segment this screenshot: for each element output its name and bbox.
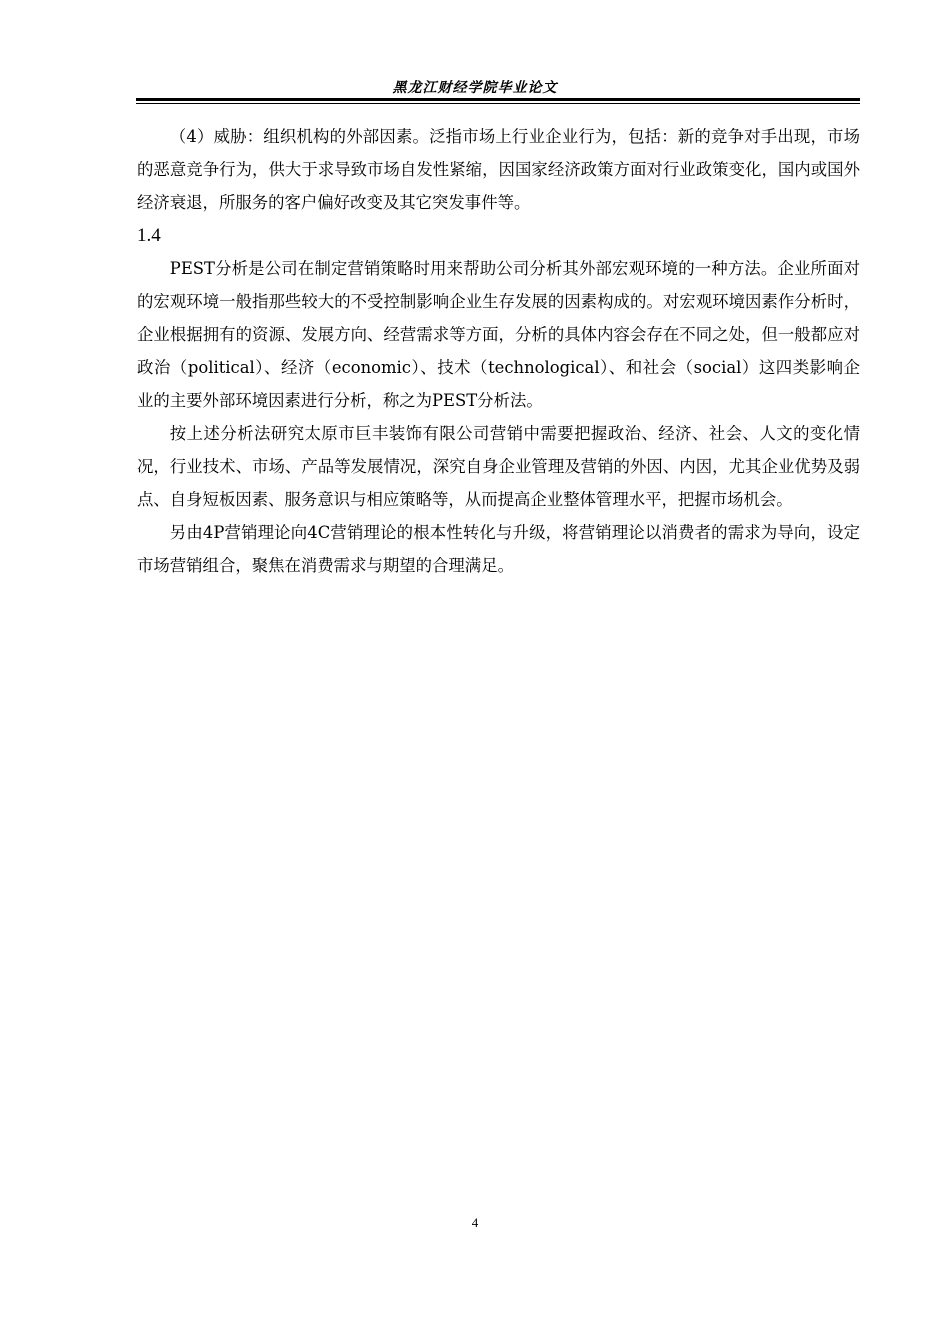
running-header-title: 黑龙江财经学院毕业论文 xyxy=(392,80,558,96)
header-rule-thick xyxy=(136,98,860,101)
paragraph-threat: （4）威胁：组织机构的外部因素。泛指市场上行业企业行为，包括：新的竞争对手出现，市场的恶意竞争行为，供大于求导致市场自发性紧缩，因国家经济政策方面对行业政策变化，国内或国外经济衰退，所服务的客户偏好改变及其它突发事件等。 xyxy=(137,127,860,212)
header-rule-thin xyxy=(136,103,860,104)
section-heading: 1.4 xyxy=(137,225,161,246)
paragraph-company-analysis: 按上述分析法研究太原市巨丰装饰有限公司营销中需要把握政治、经济、社会、人文的变化情况，行业技术、市场、产品等发展情况，深究自身企业管理及营销的外因、内因，尤其企业优势及弱点、自身短板因素、服务意识与相应策略等，从而提高企业整体管理水平，把握市场机会。 xyxy=(137,424,860,509)
paragraph-4p-4c: 另由4P营销理论向4C营销理论的根本性转化与升级，将营销理论以消费者的需求为导向，设定市场营销组合，聚焦在消费需求与期望的合理满足。 xyxy=(137,523,860,575)
page-number: 4 xyxy=(471,1215,479,1230)
body-text xyxy=(137,120,860,582)
paragraph-pest: PEST分析是公司在制定营销策略时用来帮助公司分析其外部宏观环境的一种方法。企业所面对的宏观环境一般指那些较大的不受控制影响企业生存发展的因素构成的。对宏观环境因素作分析时，企业根据拥有的资源、发展方向、经营需求等方面，分析的具体内容会存在不同之处，但一般都应对政治（political）、经济（economic）、技术（technological）、和社会（social）这四类影响企业的主要外部环境因素进行分析，称之为PEST分析法。 xyxy=(137,259,860,410)
